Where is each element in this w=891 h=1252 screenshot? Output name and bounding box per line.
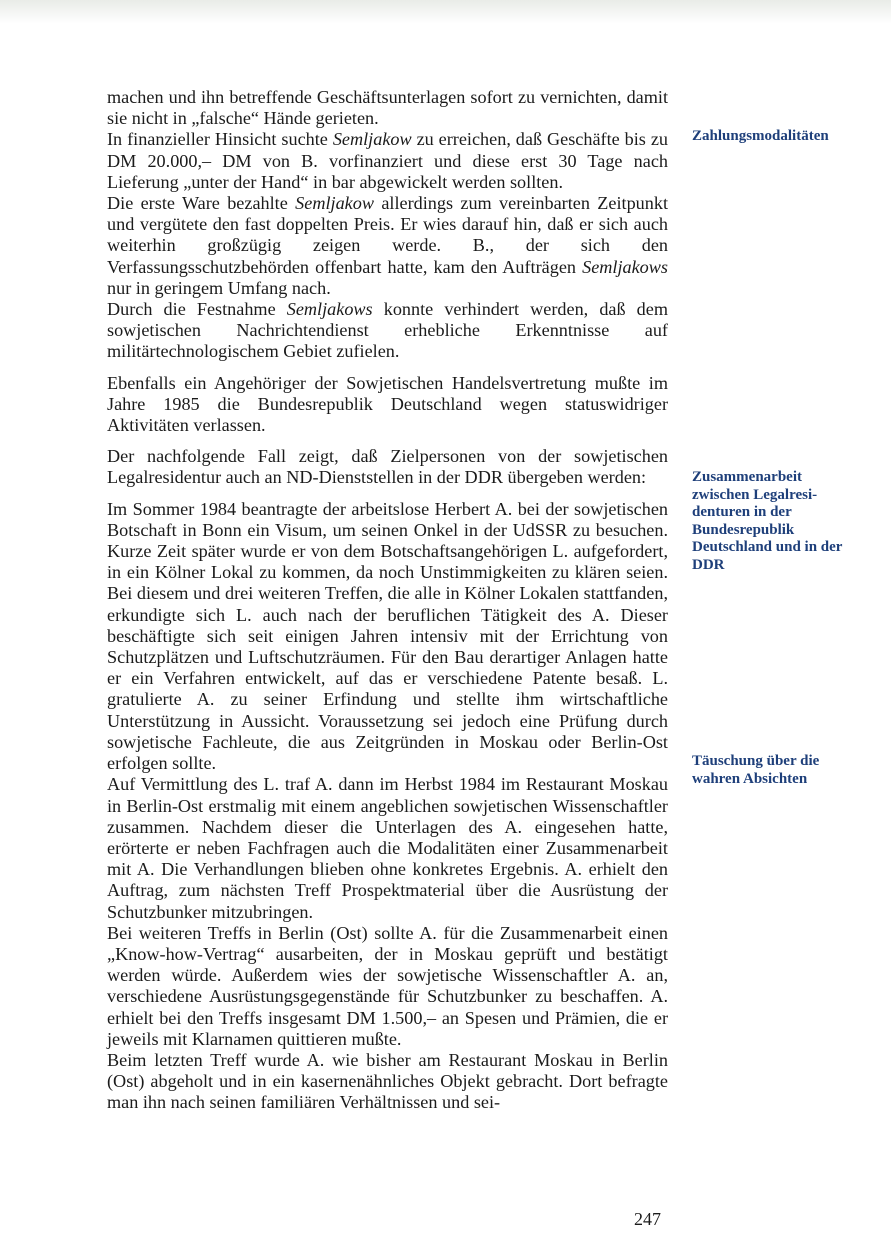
paragraph: Beim letzten Treff wurde A. wie bisher am Restaurant Moskau in Berlin (Ost) abgeholt und in ein kasernenähnliches Objekt gebracht. Dort befragte man ihn nach seinen familiären Verhältnissen und sei- <box>107 1049 668 1113</box>
person-name: Semljakow <box>295 193 374 214</box>
paragraph: Die erste Ware bezahlte Semljakow allerdings zum vereinbarten Zeitpunkt und vergütete den fast doppelten Preis. Er wies darauf hin, daß er sich auch weiterhin großzügig zeigen werde. B., der sich den Verfassungsschutzbehörden offenbart hatte, kam den Aufträgen Semljakows nur in geringem Umfang nach. <box>107 193 668 298</box>
main-text-column <box>107 87 668 1114</box>
paragraph: machen und ihn betreffende Geschäftsunterlagen sofort zu vernichten, damit sie nicht in „falsche“ Hände gerieten. <box>107 87 668 129</box>
person-name: Semljakow <box>332 129 412 150</box>
margin-note-taeuschung: Täuschung über die wahren Absichten <box>692 753 820 787</box>
paragraph: Im Sommer 1984 beantragte der arbeitslose Herbert A. bei der sowjetischen Botschaft in Bonn ein Visum, um seinen Onkel in der UdSSR zu besuchen. Kurze Zeit später wurde er von dem Botschaftsangehörigen L. aufgefordert, in ein Kölner Lokal zu kommen, da noch Unstimmigkeiten zu klären seien. Bei diesem und drei weiteren Treffen, die alle in Kölner Lokalen stattfanden, erkundigte sich L. auch nach der beruflichen Tätigkeit des A. Dieser beschäftigte sich seit einigen Jahren intensiv mit der Errichtung von Schutzplätzen und Luftschutzräumen. Für den Bau derartiger Anlagen hatte er ein Verfahren entwickelt, auf das er verschiedene Patente besaß. L. gratulierte A. zu seiner Erfindung und stellte ihm wirtschaftliche Unterstützung in Aussicht. Voraussetzung sei jedoch eine Prüfung durch sowjetische Fachleute, die aus Zeitgründen in Moskau oder Berlin-Ost erfolgen sollte. <box>107 498 668 774</box>
paragraph: Ebenfalls ein Angehöriger der Sowjetischen Handelsvertretung mußte im Jahre 1985 die Bundesrepublik Deutschland wegen statuswidriger Aktivitäten verlassen. <box>107 372 668 436</box>
person-name: Semljakows <box>286 299 373 320</box>
margin-note-zusammenarbeit: Zusammenarbeit zwischen Legalresi-denturen in der Bundesrepublik Deutschland und in der DDR <box>692 469 843 573</box>
paragraph: In finanzieller Hinsicht suchte Semljakow zu erreichen, daß Geschäfte bis zu DM 20.000,– DM von B. vorfinanziert und diese erst 30 Tage nach Lieferung „unter der Hand“ in bar abgewickelt werden sollten. <box>107 129 668 192</box>
person-name: Semljakows <box>582 256 668 277</box>
paragraph: Der nachfolgende Fall zeigt, daß Zielpersonen von der sowjetischen Legalresidentur auch an ND-Dienststellen in der DDR übergeben werden: <box>107 446 668 488</box>
paragraph: Durch die Festnahme Semljakows konnte verhindert werden, daß dem sowjetischen Nachrichtendienst erhebliche Erkenntnisse auf militärtechnologischem Gebiet zufielen. <box>107 299 668 362</box>
paragraph: Bei weiteren Treffs in Berlin (Ost) sollte A. für die Zusammenarbeit einen „Know-how-Vertrag“ ausarbeiten, der in Moskau geprüft und bestätigt werden würde. Außerdem wies der sowjetische Wissenschaftler A. an, verschiedene Ausrüstungsgegenstände für Schutzbunker zu beschaffen. A. erhielt bei den Treffs insgesamt DM 1.500,– an Spesen und Prämien, die er jeweils mit Klarnamen quittieren mußte. <box>107 922 668 1049</box>
page-number: 247 <box>634 1209 661 1229</box>
page-edge-shadow <box>0 0 891 24</box>
margin-note-zahlungsmodalitaeten: Zahlungsmodalitäten <box>692 128 829 144</box>
paragraph: Auf Vermittlung des L. traf A. dann im Herbst 1984 im Restaurant Moskau in Berlin-Ost erstmalig mit einem angeblichen sowjetischen Wissenschaftler zusammen. Nachdem dieser die Unterlagen des A. eingesehen hatte, erörterte er neben Fachfragen auch die Modalitäten einer Zusammenarbeit mit A. Die Verhandlungen blieben ohne konkretes Ergebnis. A. erhielt den Auftrag, zum nächsten Treff Prospektmaterial über die Ausrüstung der Schutzbunker mitzubringen. <box>107 774 668 922</box>
